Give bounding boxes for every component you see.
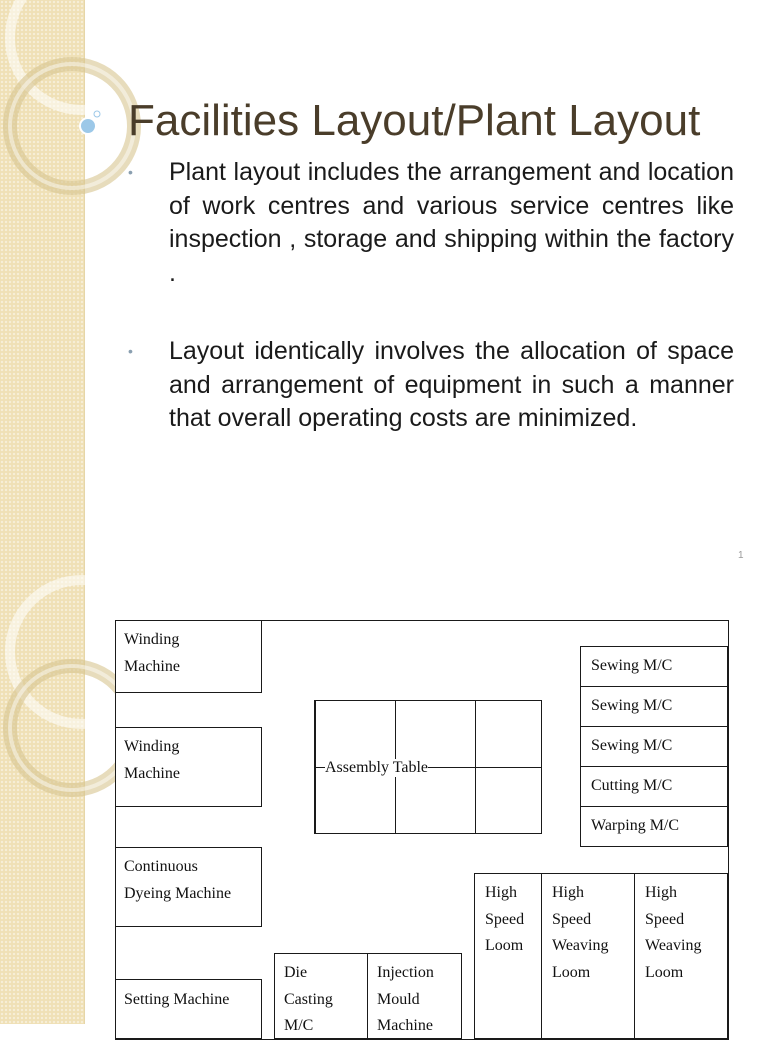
slide-title: Facilities Layout/Plant Layout [128, 96, 701, 145]
setting-machine [115, 979, 262, 1039]
winding-machine-2 [115, 727, 262, 807]
cutting-machine [580, 766, 728, 807]
winding-machine-1-line-2: Machine [124, 657, 180, 675]
injection-mould-machine [367, 953, 462, 1039]
sewing-machine-2 [580, 686, 728, 727]
sewing-machine-3-label: Sewing M/C [591, 737, 673, 754]
bullet-text: Plant layout includes the arrangement and location of work centres and various service centres like inspection , storage and shipping within the factory . [169, 158, 734, 287]
die-casting-line-2: Casting [284, 990, 333, 1008]
injection-mould-line-2: Mould [377, 990, 420, 1008]
loom-3-line-3: Weaving [645, 937, 702, 954]
plant-layout-diagram [0, 576, 768, 1034]
high-speed-weaving-loom-2 [634, 873, 728, 1039]
loom-2-line-1: High [552, 884, 584, 901]
decorative-rings-icon [0, 0, 140, 240]
continuous-dyeing-line-1: Continuous [124, 858, 198, 875]
loom-2-line-4: Loom [552, 963, 591, 981]
die-casting-line-3: M/C [284, 1017, 314, 1034]
injection-mould-line-1: Injection [377, 964, 434, 981]
loom-3-line-2: Speed [645, 910, 685, 928]
continuous-dyeing-machine [115, 847, 262, 927]
bullet-item [128, 156, 734, 290]
loom-2-line-3: Weaving [552, 937, 609, 954]
winding-machine-2-line-2: Machine [124, 764, 180, 782]
winding-machine-2-line-1: Winding [124, 738, 180, 755]
bullet-item [128, 335, 734, 436]
bullet-icon: • [128, 164, 133, 180]
bullet-text: Layout identically involves the allocation of space and arrangement of equipment in such a manner that overall operating costs are minimized. [169, 337, 734, 432]
warping-machine-label: Warping M/C [591, 817, 680, 834]
assembly-table [314, 700, 542, 834]
winding-machine-1-line-1: Winding [124, 631, 180, 648]
sewing-machine-1-label: Sewing M/C [591, 657, 673, 674]
bullet-icon: • [128, 343, 133, 359]
sewing-machine-2-label: Sewing M/C [591, 697, 673, 714]
loom-1-line-3: Loom [485, 937, 524, 954]
sewing-machine-3 [580, 726, 728, 767]
high-speed-weaving-loom-1 [541, 873, 635, 1039]
continuous-dyeing-line-2: Dyeing Machine [124, 884, 232, 902]
high-speed-loom [474, 873, 542, 1039]
assembly-table-label: Assembly Table [325, 759, 429, 776]
sewing-machine-1 [580, 646, 728, 687]
winding-machine-1 [115, 620, 262, 693]
bullet-list [128, 156, 734, 481]
warping-machine [580, 806, 728, 847]
setting-machine-label: Setting Machine [124, 991, 230, 1008]
cutting-machine-label: Cutting M/C [591, 777, 673, 794]
die-casting-machine [274, 953, 368, 1039]
injection-mould-line-3: Machine [377, 1017, 433, 1034]
loom-1-line-1: High [485, 884, 517, 901]
loom-1-line-2: Speed [485, 910, 525, 928]
loom-2-line-2: Speed [552, 910, 592, 928]
loom-3-line-1: High [645, 884, 677, 901]
slide-2 [0, 576, 768, 1034]
die-casting-line-1: Die [284, 964, 308, 981]
loom-3-line-4: Loom [645, 963, 684, 981]
page-number: 1 [738, 550, 744, 561]
